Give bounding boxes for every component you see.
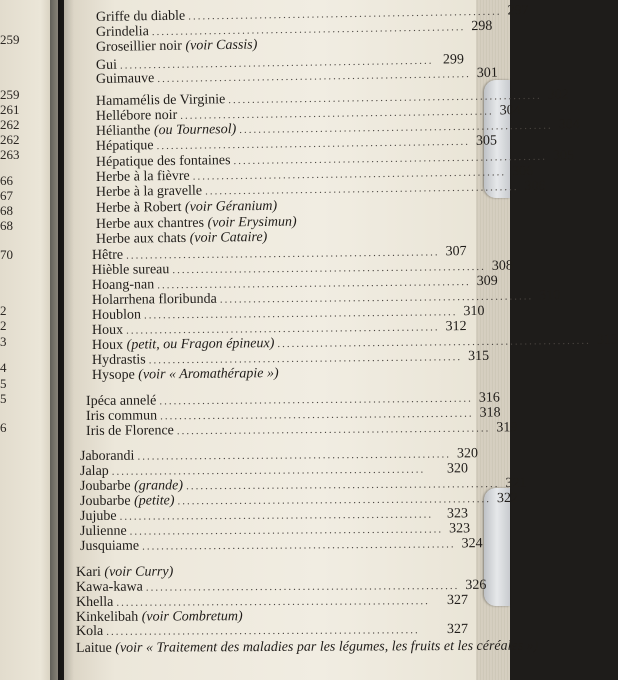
left-page-number: 5 [0,391,7,406]
entry-label: Kinkelibah (voir Combretum) [75,609,243,625]
entry-note: (voir Erysimun) [207,214,297,231]
leader-dots: .................................................................. [111,463,426,478]
leader-dots: .................................................................. [172,260,486,277]
entry-page: 326 [465,577,487,593]
left-page-number: 66 [0,173,13,188]
leader-dots: .................................................................. [228,89,542,107]
left-page-number: 2 [0,303,7,318]
entry-label: Hamamélis de Virginie [95,92,226,109]
entry-label: Herbe à Robert (voir Géranium) [95,198,278,216]
leader-dots: .................................................................. [143,306,458,322]
index-entry [75,638,539,657]
entry-page: 299 [442,52,465,68]
leader-dots: .................................................................. [176,422,491,438]
entry-label: Groseillier noir (voir Cassis) [95,37,258,55]
leader-dots: .................................................................. [119,54,434,72]
entry-page: 323 [446,506,469,522]
leader-dots: .................................................................. [188,5,502,23]
leader-dots: .................................................................. [157,276,471,292]
leader-dots: .................................................................. [137,448,451,463]
entry-page: 315 [468,348,490,365]
entry-page: 305 [475,133,498,149]
entry-label: Ipéca annelé [85,393,157,409]
entry-label: Holarrhena floribunda [91,291,217,308]
left-page-number: 259 [0,32,20,47]
left-page-number: 68 [0,218,13,233]
entry-label: Hêtre [91,247,124,263]
entry-label: Jaborandi [79,448,135,464]
entry-label: Herbe à la gravelle [95,183,203,200]
entry-note: (voir « Traitement des maladies par les légumes, les fruits et les céréales ») [115,638,539,656]
leader-dots: .................................................................. [192,166,507,183]
left-page-number: 262 [0,132,20,147]
entry-label: Griffe du diable [95,8,186,25]
entry-label: Hièble sureau [91,262,170,278]
entry-page: 309 [476,273,498,289]
left-page-number: 4 [0,360,7,375]
entry-label: Grindelia [95,24,149,40]
leader-dots: .................................................................. [106,624,420,638]
entry-page: 320 [456,446,478,462]
leader-dots: .................................................................. [145,579,460,594]
left-page-number: 259 [0,87,20,102]
index-entry [85,420,518,440]
entry-label: Guimauve [95,71,155,87]
entry-label: Hépatique des fontaines [95,153,231,170]
entry-label: Jujube [79,508,117,524]
entry-page: 304 [499,103,521,119]
leader-dots: .................................................................. [277,334,591,351]
leader-dots: .................................................................. [205,181,519,198]
leader-dots: .................................................................. [116,595,430,609]
left-page-number: 70 [0,247,13,262]
leader-dots: .................................................................. [142,538,456,553]
entry-page: 306 [512,163,534,180]
left-page-number: 6 [0,420,7,435]
entry-page: 302 [547,87,569,103]
entry-page: 304 [558,117,580,133]
entry-label: Kawa-kawa [75,579,143,595]
entry-note: (petite) [133,493,175,509]
entry-label: Hydrastis [91,352,146,368]
entry-page: 310 [463,303,485,320]
entry-note: (voir Combretum) [141,609,243,625]
entry-page: 323 [449,521,471,537]
left-page-number: 263 [0,147,20,162]
leader-dots: .................................................................. [126,321,440,337]
entry-label: Kari (voir Curry) [75,564,174,580]
entry-label: Julienne [79,523,127,539]
entry-label: Jalap [79,463,109,479]
left-page-number: 5 [0,376,7,391]
leader-dots: .................................................................. [129,523,444,538]
entry-page: 327 [446,621,469,638]
left-page-number: 67 [0,188,13,203]
leader-dots: .................................................................. [160,407,474,423]
leader-dots: .................................................................. [233,150,548,168]
entry-note: (voir Curry) [104,564,174,580]
entry-page: 307 [445,244,467,260]
entry-page: 301 [476,65,498,82]
entry-label: Jusquiame [79,538,140,554]
entry-page: 319 [496,420,518,436]
entry-page: 322 [496,490,519,507]
index-entry [79,536,483,555]
left-page-number: 261 [0,102,20,117]
entry-page: 298 [471,18,493,35]
leader-dots: .................................................................. [180,105,494,122]
entry-label: Joubarbe (grande) [79,478,184,494]
leader-dots: .................................................................. [156,135,471,153]
entry-label: Hysope (voir « Aromathérapie ») [91,366,279,383]
entry-note: (petit, ou Fragon épineux) [126,336,275,353]
entry-page: 313 [596,332,618,348]
entry-page: 305 [552,148,575,164]
left-page-number: 2 [0,318,7,333]
entry-label: Herbe aux chantres (voir Erysimun) [95,214,297,232]
entry-page: 316 [478,390,500,406]
entry-label: Herbe à la fièvre [95,168,190,185]
leader-dots: .................................................................. [159,392,473,408]
entry-page: 320 [446,461,469,477]
leader-dots: .................................................................. [148,351,463,367]
entry-page: 310 [539,288,561,304]
leader-dots: .................................................................. [126,246,440,262]
leader-dots: .................................................................. [177,493,492,508]
entry-page: 318 [479,405,501,421]
entry-label: Iris de Florence [85,423,174,439]
leader-dots: .................................................................. [119,508,434,523]
entry-note: (grande) [133,478,184,494]
entry-label: Joubarbe (petite) [79,493,175,509]
entry-page: 308 [491,258,513,274]
left-page-number: 262 [0,117,20,132]
entry-note: (voir « Aromathérapie ») [138,366,279,383]
entry-note: (voir Cassis) [185,37,258,54]
entry-page: 297 [507,3,529,19]
entry-label: Hoang-nan [91,277,155,293]
entry-label: Hépatique [95,138,154,154]
entry-label: Houx [91,322,124,338]
entry-label: Kola [75,623,104,639]
entry-label: Houx (petit, ou Fragon épineux) [91,336,275,353]
entry-page: 312 [445,319,467,335]
entry-note: (voir Cataire) [189,229,268,246]
entry-label: Houblon [91,307,142,323]
leader-dots: .................................................................. [186,478,500,493]
book-gutter [50,0,74,680]
left-page-number: 3 [0,334,7,349]
entry-page: 327 [446,592,469,609]
entry-label: Herbe aux chats (voir Cataire) [95,229,268,247]
entry-page: 321 [505,475,527,492]
entry-note: (voir Géranium) [184,198,278,215]
entry-label: Khella [75,594,114,610]
entry-note: (ou Tournesol) [153,122,237,139]
left-page-number: 68 [0,203,13,218]
entry-label: Hellébore noir [95,107,178,124]
entry-page: 324 [461,536,483,552]
entry-label: Gui [95,57,118,73]
entry-label: Iris commun [85,408,158,424]
leader-dots: .................................................................. [239,119,553,136]
entry-label: Laitue (voir « Traitement des maladies par les légumes, les fruits et les céréales ») [75,638,539,656]
leader-dots: .................................................................. [219,290,534,306]
entry-label: Hélianthe (ou Tournesol) [95,122,237,139]
leader-dots: .................................................................. [157,68,471,86]
leader-dots: .................................................................. [151,21,466,39]
entry-page: 306 [524,178,546,195]
